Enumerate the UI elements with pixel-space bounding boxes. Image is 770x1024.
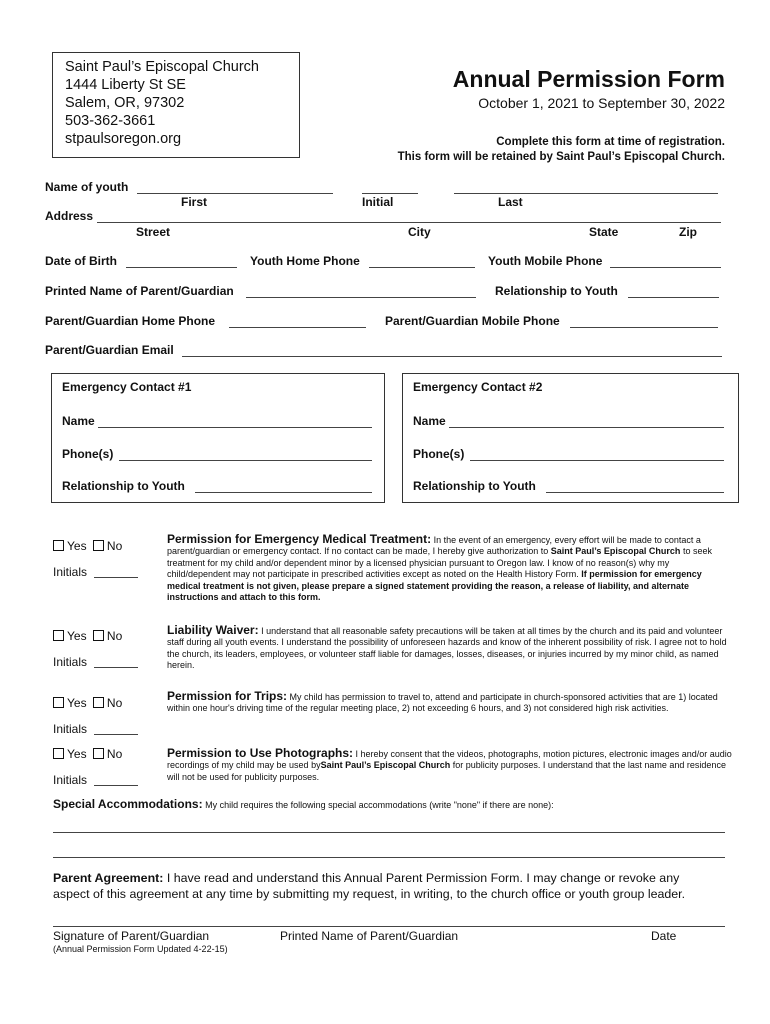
name-of-youth-label: Name of youth xyxy=(45,180,129,194)
liability-no-checkbox[interactable] xyxy=(93,630,104,641)
photos-no-checkbox[interactable] xyxy=(93,748,104,759)
state-caption: State xyxy=(589,225,619,239)
relationship-label: Relationship to Youth xyxy=(495,284,618,298)
ec2-name-line[interactable] xyxy=(449,427,724,428)
liability-yes-no: Yes No xyxy=(53,629,122,643)
ec1-relationship-label: Relationship to Youth xyxy=(62,479,185,493)
special-accommodations-line-2[interactable] xyxy=(53,857,725,858)
parent-mobile-phone-label: Parent/Guardian Mobile Phone xyxy=(385,314,560,328)
youth-mobile-phone-label: Youth Mobile Phone xyxy=(488,254,603,268)
medical-yes-checkbox[interactable] xyxy=(53,540,64,551)
ec2-relationship-line[interactable] xyxy=(546,492,724,493)
emergency-contact-2-box xyxy=(402,373,739,503)
medical-yes-no: Yes No xyxy=(53,539,122,553)
liability-waiver-text: Liability Waiver: I understand that all reasonable safety precautions will be taken at all times by the church and its paid and volunteer staff during all youth events. I understand the possibility of unforeseen hazards and know of the inherent possibility of risk. I agree not to hold the church, its leaders, employees, or volunteer staff liable for damages, losses, diseases, or injuries incurred by my minor child, as named herein. xyxy=(167,623,727,671)
header-note-registration: Complete this form at time of registration. xyxy=(496,136,725,148)
ec2-phones-line[interactable] xyxy=(470,460,724,461)
signature-line[interactable] xyxy=(53,926,725,927)
parent-email-label: Parent/Guardian Email xyxy=(45,343,174,357)
form-title: Annual Permission Form xyxy=(452,66,725,92)
youth-initial-line[interactable] xyxy=(362,193,418,194)
parent-email-line[interactable] xyxy=(182,356,722,357)
org-street: 1444 Liberty St SE xyxy=(65,77,186,93)
address-label: Address xyxy=(45,209,94,223)
org-name: Saint Paul’s Episcopal Church xyxy=(65,59,259,75)
liability-initials-line[interactable] xyxy=(94,667,138,668)
photos-initials-label: Initials xyxy=(53,773,88,787)
ec2-phones-label: Phone(s) xyxy=(413,447,465,461)
ec1-phones-line[interactable] xyxy=(119,460,372,461)
trips-initials-line[interactable] xyxy=(94,734,138,735)
initial-caption: Initial xyxy=(362,195,394,209)
trips-title: Permission for Trips: xyxy=(167,689,288,703)
date-caption: Date xyxy=(651,929,677,943)
ec1-relationship-line[interactable] xyxy=(195,492,372,493)
trips-permission-text: Permission for Trips: My child has permission to travel to, attend and participate in church-sponsored activities that are 1) located within one hour's driving time of the regular meeting place, 2) not exceeding 6 hours, and 3) not considered high risk activities. xyxy=(167,689,718,714)
form-dates: October 1, 2021 to September 30, 2022 xyxy=(478,95,725,111)
signature-caption: Signature of Parent/Guardian xyxy=(53,929,210,943)
medical-no-checkbox[interactable] xyxy=(93,540,104,551)
photos-permission-text: Permission to Use Photographs: I hereby consent that the videos, photographs, motion pictures, electronic images and/or audio recordings of my child may be used bySaint Paul’s Episcopal Church for publicity purposes. I understand that the last name and residence will not be used for publicity purposes. xyxy=(167,746,732,782)
ec1-phones-label: Phone(s) xyxy=(62,447,114,461)
liability-yes-checkbox[interactable] xyxy=(53,630,64,641)
youth-first-name-line[interactable] xyxy=(137,193,333,194)
ec1-name-label: Name xyxy=(62,414,95,428)
parent-name-line[interactable] xyxy=(246,297,476,298)
org-phone: 503-362-3661 xyxy=(65,113,156,129)
form-updated-footer: (Annual Permission Form Updated 4-22-15) xyxy=(53,944,228,954)
emergency-contact-2-title: Emergency Contact #2 xyxy=(413,380,543,394)
trips-no-checkbox[interactable] xyxy=(93,697,104,708)
medical-initials-label: Initials xyxy=(53,565,88,579)
special-accommodations-line-1[interactable] xyxy=(53,832,725,833)
youth-mobile-phone-line[interactable] xyxy=(610,267,721,268)
parent-agreement-text: Parent Agreement: I have read and understand this Annual Parent Permission Form. I may change or revoke any aspect of this agreement at any time by submitting my request, in writing, to the church office or youth group leader. xyxy=(53,871,686,901)
photos-title: Permission to Use Photographs: xyxy=(167,746,354,760)
ec2-relationship-label: Relationship to Youth xyxy=(413,479,536,493)
street-caption: Street xyxy=(136,225,171,239)
photos-initials-line[interactable] xyxy=(94,785,138,786)
youth-home-phone-label: Youth Home Phone xyxy=(250,254,360,268)
ec1-name-line[interactable] xyxy=(98,427,372,428)
city-caption: City xyxy=(408,225,431,239)
dob-label: Date of Birth xyxy=(45,254,117,268)
photos-yes-checkbox[interactable] xyxy=(53,748,64,759)
parent-name-label: Printed Name of Parent/Guardian xyxy=(45,284,234,298)
special-accommodations-text: Special Accommodations: My child requires the following special accommodations (write "none" if there are none): xyxy=(53,797,554,811)
header-note-retained: This form will be retained by Saint Paul’s Episcopal Church. xyxy=(397,151,725,163)
zip-caption: Zip xyxy=(679,225,697,239)
parent-home-phone-label: Parent/Guardian Home Phone xyxy=(45,314,216,328)
org-city: Salem, OR, 97302 xyxy=(65,95,185,111)
trips-yes-checkbox[interactable] xyxy=(53,697,64,708)
medical-initials-line[interactable] xyxy=(94,577,138,578)
trips-yes-no: Yes No xyxy=(53,696,122,710)
youth-last-name-line[interactable] xyxy=(454,193,718,194)
photos-yes-no: Yes No xyxy=(53,747,122,761)
address-line[interactable] xyxy=(97,222,721,223)
medical-permission-text: Permission for Emergency Medical Treatment: In the event of an emergency, every effort will be made to contact a parent/guardian or emergency contact. If no contact can be made, I hereby give authorization to Saint Paul’s Episcopal Church to seek treatment for my child and/or dependent minor by a licensed physician pursuant to Oregon law. I know of no reason(s) why my child/dependent may not participate in prescribed activities except as noted on the Health History Form. If permission for emergency medical treatment is not given, please prepare a signed statement providing the reason, a release of liability, and alternate instructions and attach to this form. xyxy=(167,532,712,603)
liability-initials-label: Initials xyxy=(53,655,88,669)
relationship-line[interactable] xyxy=(628,297,719,298)
special-title: Special Accommodations: xyxy=(53,797,203,811)
youth-home-phone-line[interactable] xyxy=(369,267,475,268)
medical-title: Permission for Emergency Medical Treatment: xyxy=(167,532,432,546)
last-caption: Last xyxy=(498,195,523,209)
parent-home-phone-line[interactable] xyxy=(229,327,366,328)
emergency-contact-1-title: Emergency Contact #1 xyxy=(62,380,192,394)
printed-name-caption: Printed Name of Parent/Guardian xyxy=(280,929,459,943)
liability-title: Liability Waiver: xyxy=(167,623,259,637)
organization-info-box xyxy=(52,52,300,158)
parent-mobile-phone-line[interactable] xyxy=(570,327,718,328)
first-caption: First xyxy=(181,195,208,209)
trips-initials-label: Initials xyxy=(53,722,88,736)
dob-line[interactable] xyxy=(126,267,237,268)
agreement-title: Parent Agreement: xyxy=(53,871,164,885)
org-website: stpaulsoregon.org xyxy=(65,131,182,147)
emergency-contact-1-box xyxy=(51,373,385,503)
ec2-name-label: Name xyxy=(413,414,446,428)
